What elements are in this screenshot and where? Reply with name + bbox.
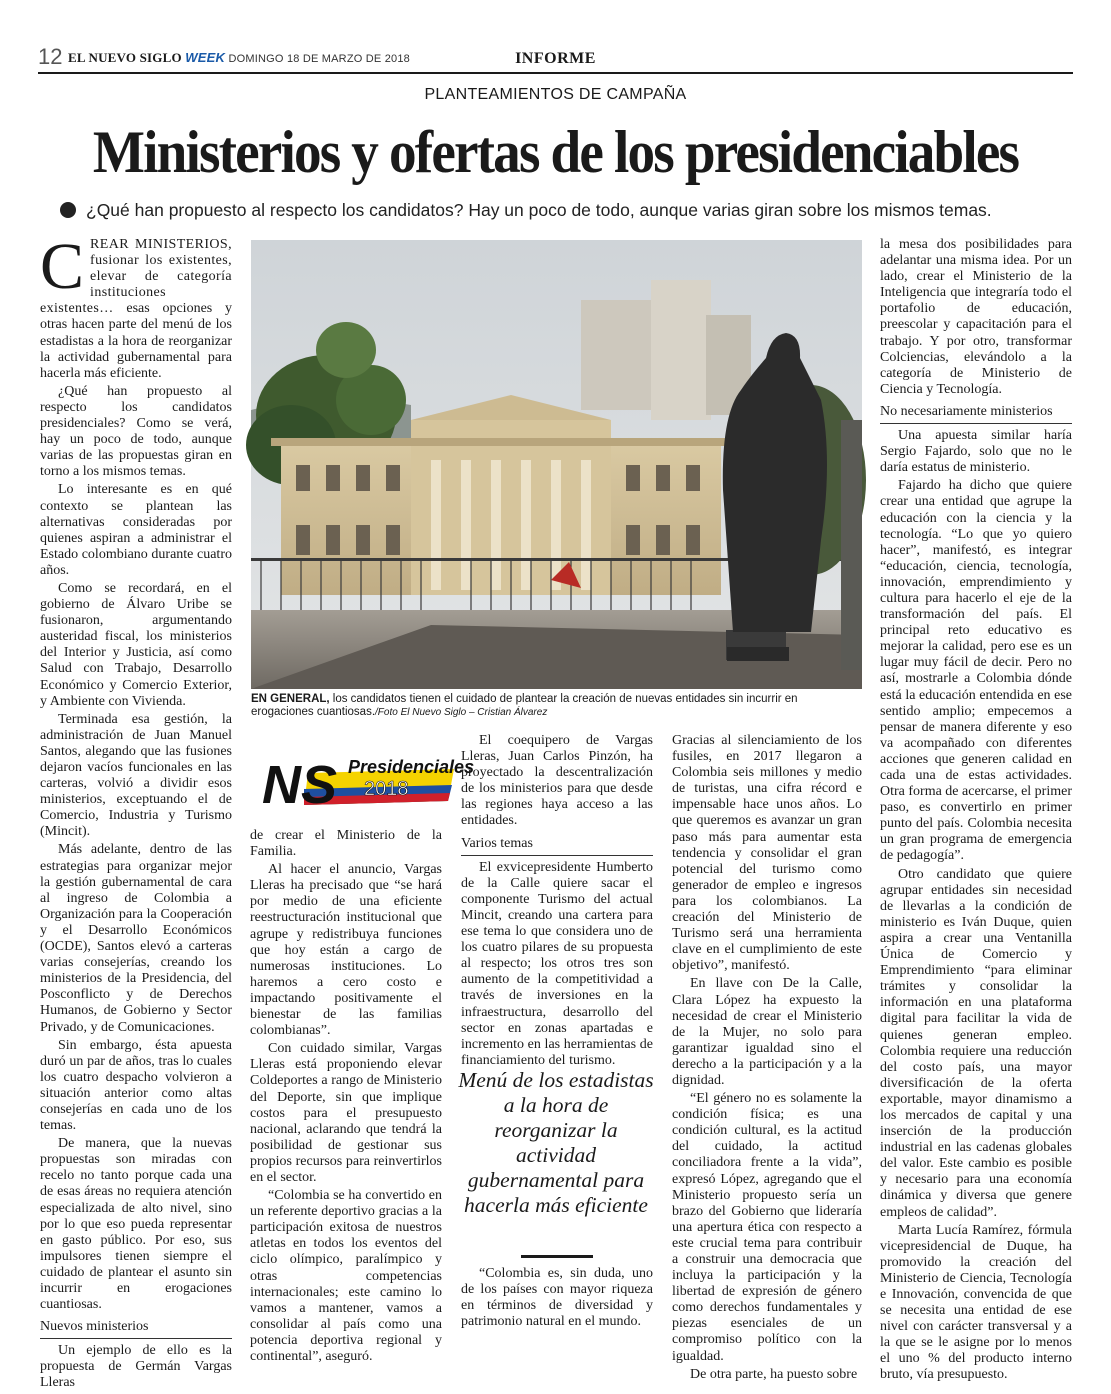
paragraph: ¿Qué han propuesto al respecto los candidatos presidenciales? Como se verá, hay un poco de todo, aunque varias de las propuestas giran en torno a los mismos temas. bbox=[40, 383, 232, 480]
drop-cap: C bbox=[40, 230, 85, 303]
lead-rest: esas opciones y otras hacen parte del menú de los estadistas a la hora de reorganizar la actividad gubernamental para hacerla más eficiente. bbox=[40, 301, 232, 381]
section-label: INFORME bbox=[515, 50, 596, 67]
paragraph: En llave con De la Calle, Clara López ha expuesto la necesidad de crear el Ministerio de la Mujer, no solo para garantizar igualdad sino el derecho a la participación y a la dignidad. bbox=[672, 976, 862, 1088]
pull-quote: Menú de los estadistas a la hora de reorganizar la actividad gubernamental para hacerla más eficiente bbox=[458, 1068, 654, 1217]
logo-letters: NS bbox=[262, 755, 338, 815]
paragraph: Sin embargo, ésta apuesta duró un par de años, tras lo cuales los cuatro despacho volvieron a situación anterior como altas consejerías en cada uno de los temas. bbox=[40, 1037, 232, 1134]
palace-photo bbox=[251, 240, 862, 689]
paragraph: “Colombia se ha convertido en un referente deportivo gracias a la participación exitosa de nuestros atletas en todos los eventos del ciclo olímpico, paralímpico y otras competencias internacionales; este camino lo vamos a mantener, vamos a consolidar al país como una potencia deportiva regional y continental”, aseguró. bbox=[250, 1188, 442, 1364]
paragraph: “Colombia es, sin duda, uno de los países con mayor riqueza en términos de diversidad y patrimonio natural en el mundo. bbox=[461, 1266, 653, 1330]
paragraph: de crear el Ministerio de la Familia. bbox=[250, 828, 442, 860]
paragraph: De manera, que la nuevas propuestas son miradas con recelo no tanto porque cada una de esas áreas no requiera atención especializada de alto nivel, sino por lo que eso pueda representar en gasto público. Por eso, sus impulsores tienen siempre el cuidado de plantear el asunto sin incurrir en erogaciones cuantiosas. bbox=[40, 1136, 232, 1313]
subhead: Nuevos ministerios bbox=[40, 1319, 232, 1339]
bullet-icon bbox=[60, 202, 76, 218]
subhead: No necesariamente ministerios bbox=[880, 404, 1072, 424]
logo-word: Presidenciales bbox=[348, 757, 475, 777]
column-3 bbox=[461, 733, 653, 1071]
photo-credit: /Foto El Nuevo Siglo – Cristian Álvarez bbox=[375, 707, 548, 718]
page-header bbox=[38, 44, 1073, 74]
logo-year: 2018 bbox=[364, 778, 409, 800]
page-number: 12 bbox=[38, 44, 63, 69]
paragraph: El coequipero de Vargas Lleras, Juan Carlos Pinzón, ha proyectado la descentralización de los ministerios para que desde las regiones haya acceso a las entidades. bbox=[461, 733, 653, 829]
header-rule bbox=[38, 72, 1073, 74]
column-4 bbox=[672, 733, 862, 1385]
paper-name: EL NUEVO SIGLO bbox=[68, 50, 182, 65]
paragraph: Marta Lucía Ramírez, fórmula vicepresidencial de Duque, ha promovido la creación del Ministerio de Ciencia, Tecnología e Innovación, convencida de que se necesita una entidad de ese nivel con carácter transversal y a la que se le asigne por lo menos el uno % del producto interno bruto, vía presupuesto. bbox=[880, 1222, 1072, 1383]
caption-lead: EN GENERAL, bbox=[251, 693, 330, 705]
paragraph: Gracias al silenciamiento de los fusiles, en 2017 llegaron a Colombia seis millones y medio de turistas, una cifra récord e impensable hace unos años. Lo que queremos es avanzar un gran paso más para aumentar esta tendencia y consolidar el gran potencial del turismo como generador de empleo e ingresos para los colombianos. La creación del Ministerio de Turismo será una herramienta clave en el cumplimiento de este objetivo”, manifestó. bbox=[672, 733, 862, 974]
paragraph: Como se recordará, en el gobierno de Álvaro Uribe se fusionaron, argumentando austeridad fiscal, los ministerios del Interior y Justicia, así como Salud con Trabajo, Desarrollo Económico y Comercio Exterior, y Ambiente con Vivienda. bbox=[40, 580, 232, 709]
paper-week: WEEK bbox=[185, 50, 226, 65]
dek-text: ¿Qué han propuesto al respecto los candidatos? Hay un poco de todo, aunque varias giran sobre los mismos temas. bbox=[86, 200, 992, 220]
paragraph: Lo interesante es en qué contexto se plantean las alternativas consideradas por quienes aspiran a administrar el Estado colombiano durante cuatro años. bbox=[40, 482, 232, 578]
paragraph: Más adelante, dentro de las estrategias para organizar mejor la gestión gubernamental de cara al ingreso de Colombia a Organización para la Cooperación y el Desarrollo Económicos (OCDE), Santos elevó a carteras varias consejerías, creando los ministerios de la Presidencia, del Posconflicto y de Derechos Humanos, de Gobierno y Sector Privado, y de Comunicaciones. bbox=[40, 842, 232, 1035]
pull-quote-rule bbox=[521, 1255, 593, 1258]
paragraph: Un ejemplo de ello es la propuesta de Germán Vargas Lleras bbox=[40, 1343, 232, 1391]
dek bbox=[60, 200, 992, 221]
column-5 bbox=[880, 237, 1072, 1386]
paragraph: Terminada esa gestión, la administración de Juan Manuel Santos, alegando que las fusiones dejaron vacíos funcionales en las carteras, volvió a dividir esos ministerios, exceptuando el de Comercio, Industria y Turismo (Mincit). bbox=[40, 711, 232, 840]
paragraph: Una apuesta similar haría Sergio Fajardo, solo que no le daría estatus de ministerio. bbox=[880, 428, 1072, 476]
column-2 bbox=[250, 828, 442, 1367]
paragraph: El exvicepresidente Humberto de la Calle quiere sacar el componente Turismo del actual Mincit, creando una cartera para ese tema lo que considera uno de los cuatro pilares de su propuesta al respecto; los otros tres son aumento de la competitividad a través de inversiones en la infraestructura, desarrollo del sector en zonas apartadas e incremento en las herramientas de financiamiento del turismo. bbox=[461, 859, 653, 1068]
photo-caption bbox=[251, 693, 862, 719]
article-photo bbox=[251, 240, 862, 689]
logo-graphic bbox=[258, 745, 475, 815]
headline: Ministerios y ofertas de los presidenciables bbox=[92, 119, 1019, 185]
column-3-bottom bbox=[461, 1266, 653, 1332]
paragraph: Con cuidado similar, Vargas Lleras está proponiendo elevar Coldeportes a rango de Ministerio del Deporte, sin que implique costos para el presupuesto nacional, aclarando que tendrá la posibilidad de gestionar sus propios recursos para reinvertirlos en el sector. bbox=[250, 1041, 442, 1185]
subhead: Varios temas bbox=[461, 836, 653, 856]
lead-caps: REAR MINISTERIOS, fusionar los existentes, elevar de categoría instituciones existentes… bbox=[40, 237, 232, 317]
paragraph: “El género no es solamente la condición física; es una condición cultural, es la actitud del cuidado, la actitud conciliadora frente a la vida”, expresó López, agregando que el Ministerio propuesto sería un brazo del Gobierno que lideraría una apertura ética con respecto a este crucial tema para contribuir a construir una democracia que incluya la participación y la libertad de expresión de género como derechos fundamentales y piezas esenciales de un compromiso político con la igualdad. bbox=[672, 1091, 862, 1364]
paragraph: Otro candidato que quiere agrupar entidades sin necesidad de llevarlas a la condición de ministerio es Iván Duque, quien aspira a crear una Ventanilla Única de Comercio y Emprendimiento “para eliminar trámites y consolidar la información en una plataforma digital para facilitar la vida de quienes generan empleo. Colombia requiere una reducción del costo país, una mayor diversificación de la oferta exportable, mayor dinamismo a los mercados de capital y una inserción de la producción industrial en las cadenas globales del valor. Este cambio es posible y necesario para una economía dinámica y diversa que genere empleos de calidad”. bbox=[880, 866, 1072, 1220]
caption-text: los candidatos tienen el cuidado de plantear la creación de nuevas entidades sin incurrir en erogaciones cuantiosas. bbox=[251, 693, 798, 718]
paragraph: la mesa dos posibilidades para adelantar una misma idea. Por un lado, crear el Ministerio de la Inteligencia que integraría todo el portafolio de educación, preescolar y capacitación para el trabajo. Y por otro, transformar Colciencias, elevándolo a la categoría de Ministerio de Ciencia y Tecnología. bbox=[880, 237, 1072, 397]
paragraph: De otra parte, ha puesto sobre bbox=[690, 1366, 858, 1382]
paragraph: Al hacer el anuncio, Vargas Lleras ha precisado que “se hará por medio de una eficiente reestructuración institucional que agrupe y redistribuya funciones que hoy están a cargo de numerosas instituciones. Lo haremos a cero costo e impactando positivamente el bienestar de las familias colombianas”. bbox=[250, 862, 442, 1039]
ns-presidenciales-logo bbox=[258, 745, 475, 815]
kicker: PLANTEAMIENTOS DE CAMPAÑA bbox=[424, 86, 687, 103]
paragraph: Fajardo ha dicho que quiere crear una entidad que agrupe la educación con la ciencia y la tecnología. “Lo que yo quiero hacer”, manifestó, es integrar “educación, ciencia, tecnología, innovación, emprendimiento y cultura para hacerlo el eje de la transformación del país. El principal reto educativo es mejorar la calidad, pero ese es un lugar muy fácil de decir. Pero no así, mostrarle a Colombia dónde está la educación entendida en ese sentido amplio; empecemos a pensar de manera diferente y eso va acompañado con diferentes acciones que generen calidad en cada una de estas actividades. Otra forma de acercarse, el primer paso, es convertirlo en primer punto del país. Colombia necesita un gran programa de emergencia de pedagogía”. bbox=[880, 478, 1072, 864]
issue-date: DOMINGO 18 DE MARZO DE 2018 bbox=[228, 53, 410, 65]
lead-paragraph bbox=[40, 230, 232, 382]
column-1 bbox=[40, 230, 232, 1394]
